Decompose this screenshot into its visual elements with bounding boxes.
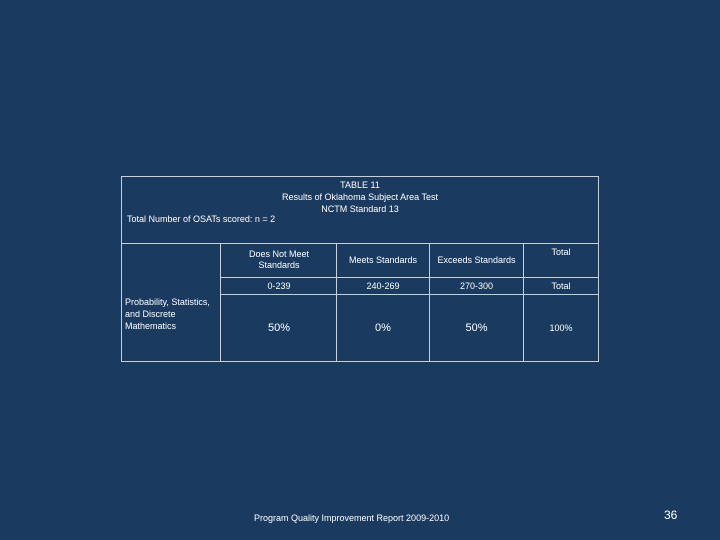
table-title <box>122 179 598 215</box>
percentage-value: 50% <box>465 321 488 334</box>
table-title-row <box>122 177 598 244</box>
percentage-value: 100% <box>549 322 573 333</box>
page-number: 36 <box>664 508 678 522</box>
table-standard: NCTM Standard 13 <box>321 204 399 214</box>
score-range: 0-239 <box>267 280 291 291</box>
table-subtitle: Results of Oklahoma Subject Area Test <box>282 192 438 202</box>
score-range: 240-269 <box>366 280 400 291</box>
column-header: Does Not Meet Standards <box>248 249 310 270</box>
percentage-value: 50% <box>267 321 291 334</box>
column-header: Meets Standards <box>348 254 418 265</box>
footer-report-title: Program Quality Improvement Report 2009-2010 <box>254 513 450 523</box>
score-range: 270-300 <box>459 280 494 291</box>
total-scored-label: Total Number of OSATs scored: n = 2 <box>127 214 276 224</box>
row-label-cell <box>122 243 221 361</box>
column-header: Total <box>551 246 571 257</box>
table-number: TABLE 11 <box>340 180 380 190</box>
table-grid <box>122 243 598 361</box>
score-range: Total <box>551 280 571 291</box>
column-header: Exceeds Standards <box>437 254 516 265</box>
results-table <box>121 176 599 362</box>
row-label: Probability, Statistics, and Discrete Mathematics <box>125 297 210 331</box>
percentage-value: 0% <box>375 321 391 334</box>
